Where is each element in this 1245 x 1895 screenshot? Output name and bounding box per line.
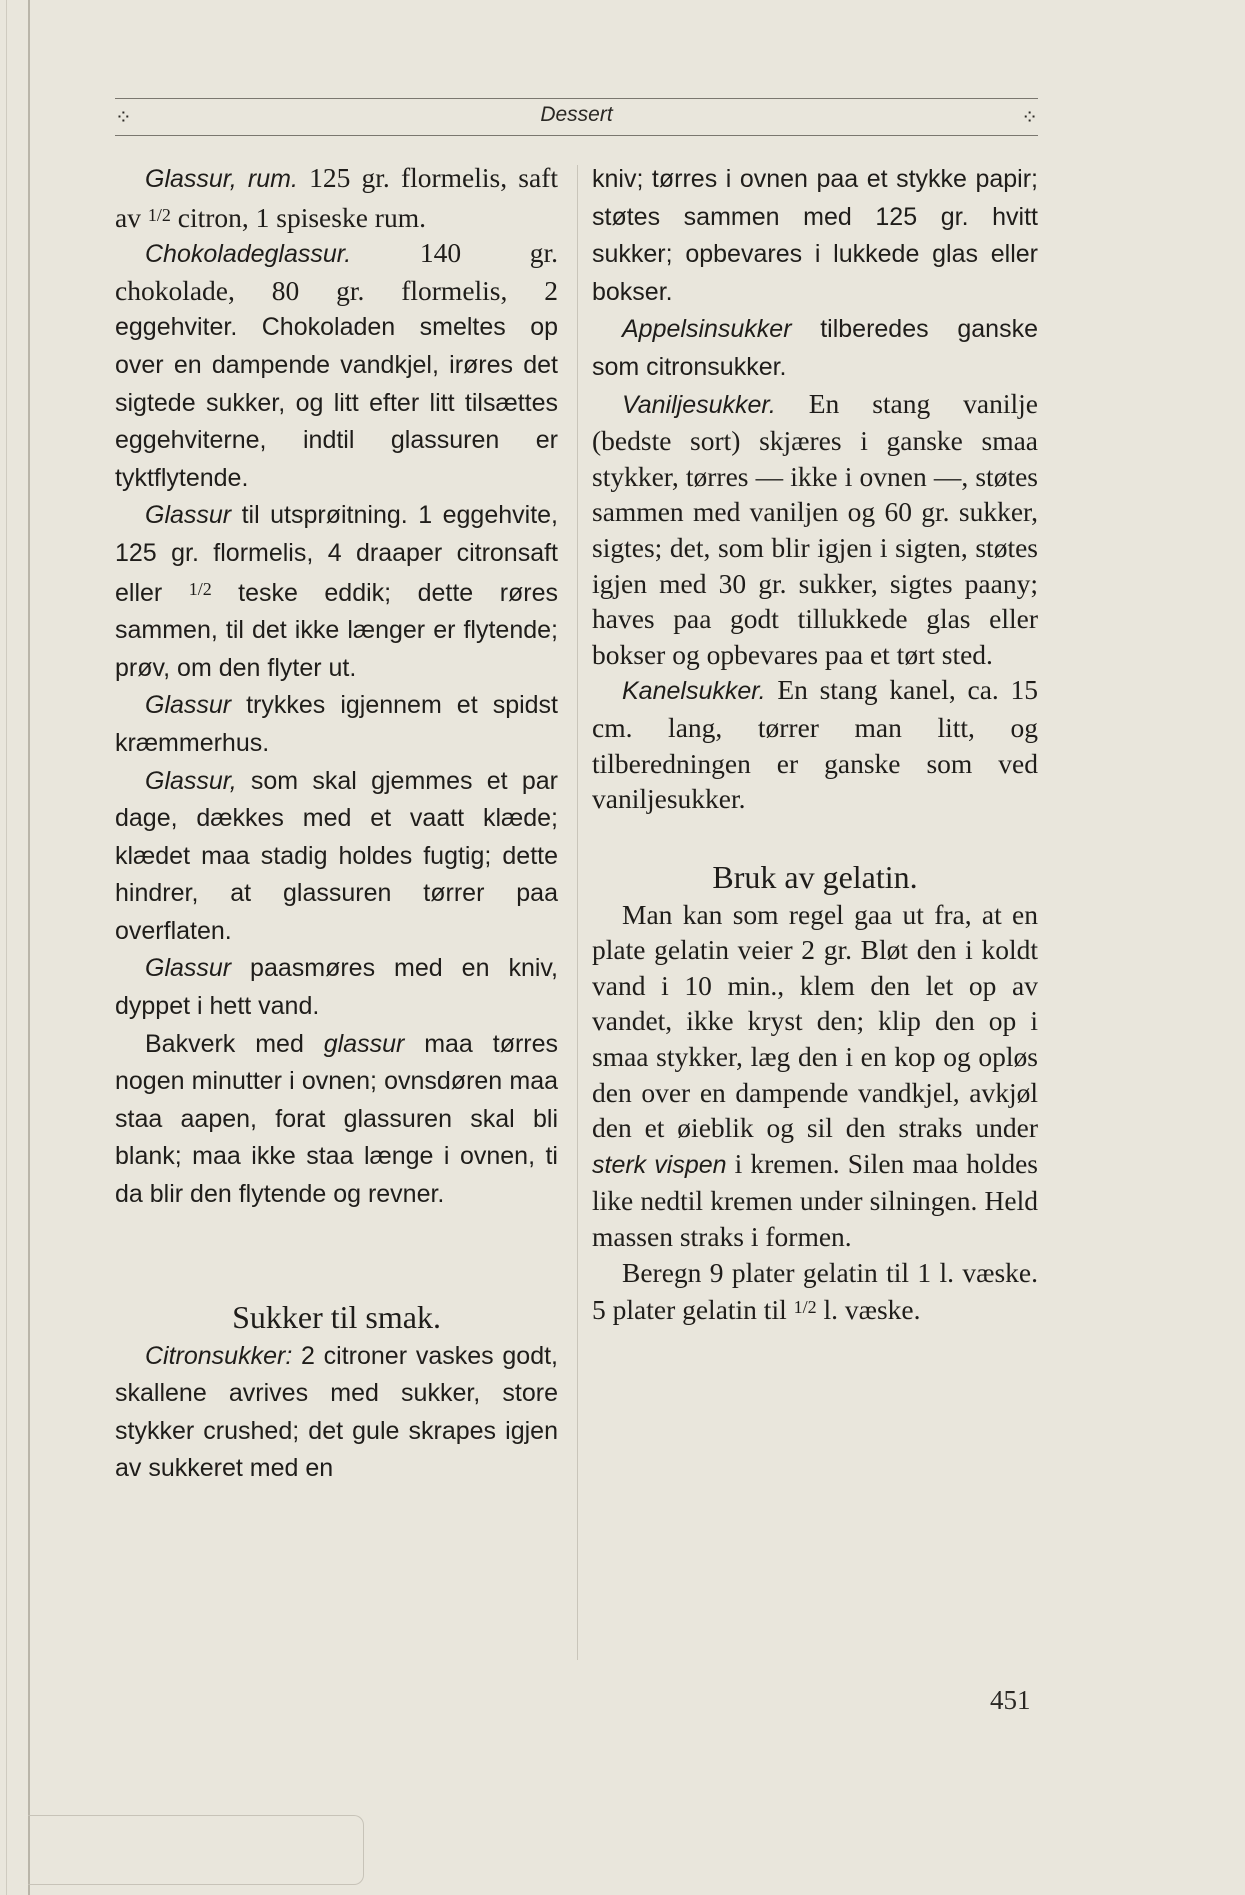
paragraph-text: paasmøres med en kniv, dyppet i hett vand.: [115, 954, 558, 1021]
paragraph-vaniljesukker: [592, 386, 1038, 673]
term: Glassur,: [145, 766, 237, 795]
paragraph-text: Beregn 9 plater gelatin til 1 l. væske. 5 plater gelatin til: [592, 1256, 1038, 1326]
term: Kanelsukker.: [622, 677, 766, 706]
term: glassur: [323, 1029, 405, 1058]
spacer: [592, 817, 1038, 857]
paragraph-text: 125 gr. flormelis, saft av: [115, 162, 558, 233]
paragraph-gelatin: [592, 897, 1038, 1255]
term: Chokoladeglassur.: [145, 240, 352, 269]
header-title: Dessert: [540, 103, 613, 126]
paragraph-glassur-utsproitning: [115, 496, 558, 686]
paragraph-citronsukker: [115, 1337, 558, 1487]
fraction: 1/2: [188, 578, 212, 599]
paragraph-text: l. væske.: [823, 1294, 921, 1326]
paragraph-text: teske eddik; dette røres sammen, til det ikke længer er flytende; prøv, om den flyter ut.: [115, 578, 559, 682]
term: Glassur: [145, 691, 232, 720]
binding-line: [28, 0, 30, 1895]
paragraph-text: maa tørres nogen minutter i ovnen; ovnsdøren maa staa aapen, forat glassuren skal bli blank; maa ikke staa længe i ovnen, ti da blir den flytende og revner.: [115, 1029, 559, 1209]
term: Glassur: [145, 501, 232, 530]
column-divider: [577, 165, 578, 1660]
page-number: 451: [990, 1685, 1031, 1715]
paragraph-text: som skal gjemmes et par dage, dækkes med et vaatt klæde; klædet maa stadig holdes fugtig; dette hindrer, at glassuren tørrer paa overflaten.: [115, 766, 558, 945]
section-heading-sukker: Sukker til smak.: [232, 1298, 441, 1335]
paragraph-text: 2 citroner vaskes godt, skallene avrives med sukker, store stykker crushed; det gule skrapes igjen av sukkeret med en: [115, 1341, 559, 1483]
running-header: [115, 98, 1038, 136]
term: Vaniljesukker.: [622, 390, 776, 419]
spacer: [115, 1213, 558, 1297]
paragraph-continued: [592, 160, 1038, 310]
paragraph-text: til utsprøitning. 1 eggehvite, 125 gr. flormelis, 4 draaper citronsaft eller: [115, 501, 558, 607]
paragraph-glassur-trykkes: [115, 686, 558, 761]
paragraph-text: En stang kanel, ca. 15 cm. lang, tørrer man litt, og tilberedningen er ganske som ved vaniljesukker.: [592, 674, 1038, 815]
paragraph-appelsinsukker: [592, 310, 1038, 385]
paragraph-bakverk: [115, 1025, 558, 1213]
page-tab-mark: [28, 1815, 364, 1885]
paragraph-beregn: [592, 1255, 1038, 1328]
section-heading-gelatin: Bruk av gelatin.: [712, 858, 918, 895]
term: Appelsinsukker: [622, 315, 792, 344]
left-column: [115, 160, 558, 1487]
paragraph-text: En stang vanilje (bedste sort) skjæres i ganske smaa stykker, tørres — ikke i ovnen —, støtes sammen med vaniljen og 60 gr. sukker, sigtes; det, som blir igjen i sigten, støtes igjen med 30 gr. sukker, sigtes paany; haves paa godt tillukkede glas eller bokser og opbevares paa et tørt sted.: [592, 387, 1039, 670]
ornament-left-icon: ⁘: [115, 105, 132, 129]
paragraph-glassur-gjemmes: [115, 762, 558, 950]
paragraph-text: Bakverk med: [145, 1029, 304, 1058]
term: Citronsukker:: [145, 1341, 293, 1370]
paragraph-text: eggehviter. Chokoladen smeltes op over en dampende vandkjel, irøres det sigtede sukker, og litt efter litt tilsættes eggehviterne, indtil glassuren er tyktflytende.: [115, 313, 558, 492]
fraction: 1/2: [793, 1297, 817, 1318]
paragraph-glassur-paasmores: [115, 949, 558, 1024]
paragraph-text: 140 gr. chokolade, 80 gr. flormelis, 2: [115, 237, 558, 306]
ornament-right-icon: ⁘: [1021, 105, 1038, 129]
term: Glassur, rum.: [145, 165, 298, 193]
paragraph-text: Man kan som regel gaa ut fra, at en plate gelatin veier 2 gr. Bløt den i koldt vand i 10 min., klem den let op av vandet, ikke kryst den; klip den op i smaa stykker, læg den i en kop og opløs den over en dampende vandkjel, avkjøl den et øieblik og sil den straks under: [592, 898, 1038, 1144]
right-column: [592, 160, 1038, 1328]
paragraph-text: tilberedes ganske som citronsukker.: [592, 315, 1038, 381]
paragraph-text: citron, 1 spiseske rum.: [177, 201, 426, 233]
fraction: 1/2: [147, 204, 171, 225]
paragraph-chokoladeglassur: [115, 235, 558, 496]
term: Glassur: [145, 954, 232, 983]
paragraph-text: i kremen. Silen maa holdes like nedtil kremen under silningen. Held massen straks i formen.: [592, 1147, 1038, 1253]
paragraph-kanelsukker: [592, 672, 1038, 816]
paragraph-text: kniv; tørres i ovnen paa et stykke papir; støtes sammen med 125 gr. hvitt sukker; opbevares i lukkede glas eller bokser.: [592, 165, 1038, 306]
page-edge-line: [6, 0, 7, 1895]
paragraph-glassur-rum: [115, 160, 558, 235]
term: sterk vispen: [592, 1150, 727, 1179]
paragraph-text: trykkes igjennem et spidst kræmmerhus.: [115, 691, 559, 757]
